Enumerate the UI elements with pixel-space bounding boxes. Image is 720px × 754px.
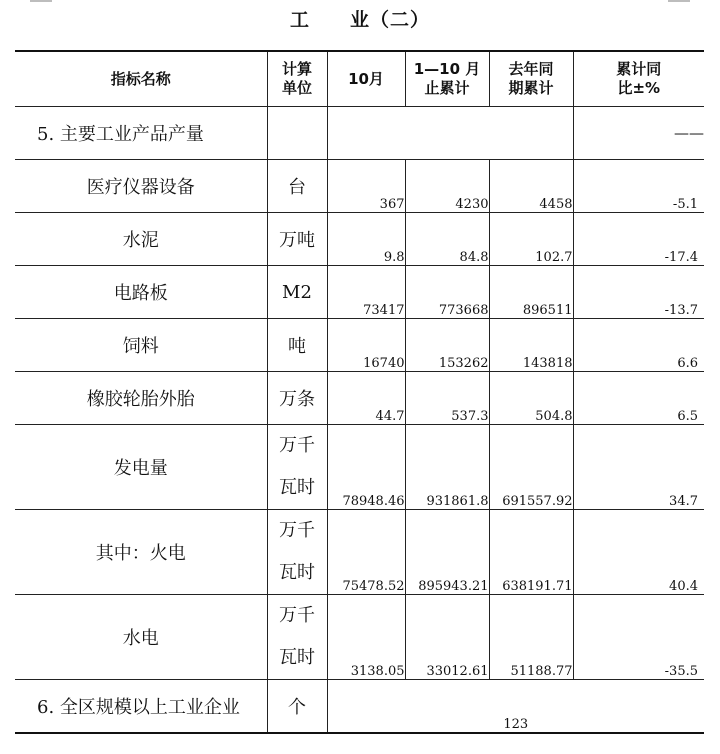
section-title: 6. 全区规模以上工业企业	[15, 680, 267, 734]
section-empty-cell	[327, 107, 573, 160]
row-last-year-value: 102.7	[489, 213, 573, 266]
section-title: 5. 主要工业产品产量	[15, 107, 267, 160]
section-row	[15, 680, 704, 734]
table-row	[15, 160, 704, 213]
industry-statistics-table	[15, 50, 704, 734]
row-last-year-value: 691557.92	[489, 425, 573, 510]
table-row	[15, 425, 704, 510]
row-last-year-value: 143818	[489, 319, 573, 372]
row-month-value: 9.8	[327, 213, 405, 266]
table-row	[15, 510, 704, 595]
row-cumulative-value: 931861.8	[405, 425, 489, 510]
row-month-value: 78948.46	[327, 425, 405, 510]
row-cumulative-value: 773668	[405, 266, 489, 319]
row-unit: 吨	[267, 319, 327, 372]
top-left-border-mark	[30, 0, 52, 2]
row-cumulative-value: 153262	[405, 319, 489, 372]
row-last-year-value: 51188.77	[489, 595, 573, 680]
row-yoy-value: 6.6	[573, 319, 704, 372]
header-month: 10月	[327, 51, 405, 107]
row-cumulative-value: 84.8	[405, 213, 489, 266]
row-yoy-value: -17.4	[573, 213, 704, 266]
row-name: 橡胶轮胎外胎	[15, 372, 267, 425]
row-name: 发电量	[15, 425, 267, 510]
row-cumulative-value: 537.3	[405, 372, 489, 425]
top-right-border-mark	[668, 0, 690, 2]
page-title: 工 业（二）	[289, 9, 430, 31]
row-name: 水电	[15, 595, 267, 680]
row-cumulative-value: 4230	[405, 160, 489, 213]
row-unit: 万条	[267, 372, 327, 425]
row-month-value: 73417	[327, 266, 405, 319]
row-yoy-value: -13.7	[573, 266, 704, 319]
row-name: 水泥	[15, 213, 267, 266]
row-name: 其中：火电	[15, 510, 267, 595]
row-unit: 万千 瓦时	[267, 595, 327, 680]
row-unit: 万千 瓦时	[267, 425, 327, 510]
row-month-value: 367	[327, 160, 405, 213]
table-row	[15, 266, 704, 319]
table-header-row	[15, 51, 704, 107]
row-month-value: 3138.05	[327, 595, 405, 680]
table-row	[15, 595, 704, 680]
row-unit: 万吨	[267, 213, 327, 266]
row-last-year-value: 504.8	[489, 372, 573, 425]
row-unit: M2	[267, 266, 327, 319]
enterprise-count-value: 123	[327, 680, 704, 734]
row-unit: 台	[267, 160, 327, 213]
section-dash: ——	[573, 107, 704, 160]
row-cumulative-value: 33012.61	[405, 595, 489, 680]
row-yoy-value: -5.1	[573, 160, 704, 213]
header-indicator-name: 指标名称	[15, 51, 267, 107]
row-month-value: 75478.52	[327, 510, 405, 595]
row-yoy-value: 40.4	[573, 510, 704, 595]
row-name: 电路板	[15, 266, 267, 319]
row-name: 医疗仪器设备	[15, 160, 267, 213]
section-row	[15, 107, 704, 160]
row-month-value: 16740	[327, 319, 405, 372]
row-name: 饲料	[15, 319, 267, 372]
row-last-year-value: 896511	[489, 266, 573, 319]
row-yoy-value: -35.5	[573, 595, 704, 680]
row-cumulative-value: 895943.21	[405, 510, 489, 595]
row-last-year-value: 4458	[489, 160, 573, 213]
section-unit-cell	[267, 107, 327, 160]
header-yoy-change: 累计同 比±%	[573, 51, 704, 107]
header-last-year-cumulative: 去年同 期累计	[489, 51, 573, 107]
row-yoy-value: 34.7	[573, 425, 704, 510]
section-unit: 个	[267, 680, 327, 734]
row-yoy-value: 6.5	[573, 372, 704, 425]
row-unit: 万千 瓦时	[267, 510, 327, 595]
table-row	[15, 372, 704, 425]
table-row	[15, 213, 704, 266]
table-row	[15, 319, 704, 372]
header-cumulative: 1—10 月 止累计	[405, 51, 489, 107]
header-unit: 计算 单位	[267, 51, 327, 107]
row-last-year-value: 638191.71	[489, 510, 573, 595]
row-month-value: 44.7	[327, 372, 405, 425]
